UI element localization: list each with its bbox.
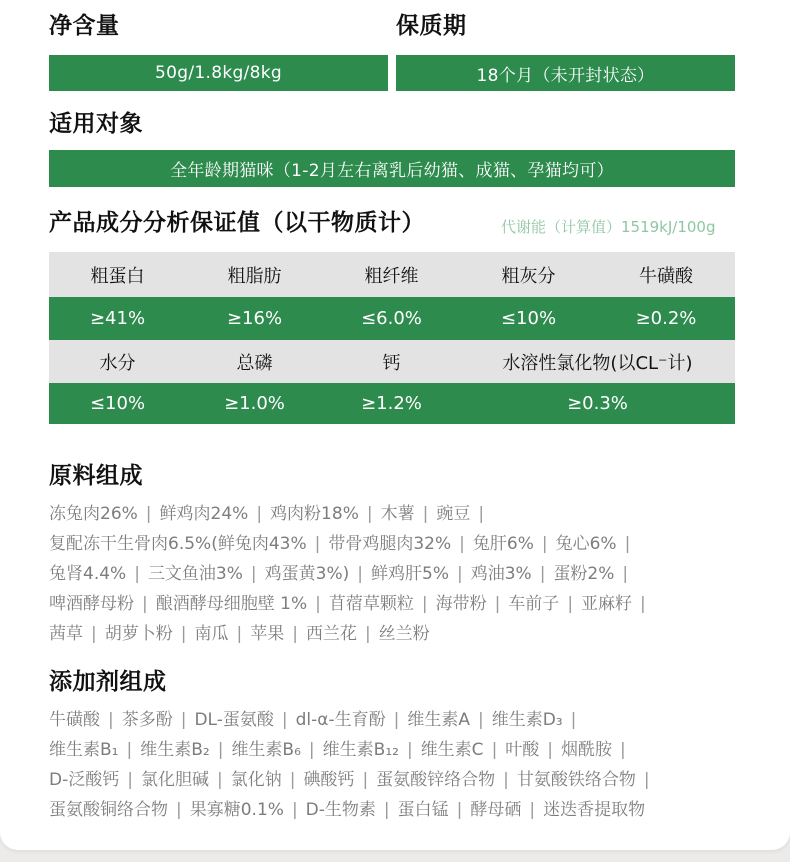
separator: | <box>567 594 574 614</box>
metabolizable-energy-note: 代谢能（计算值）1519kJ/100g <box>501 218 716 236</box>
separator: | <box>217 740 224 760</box>
separator: | <box>291 800 298 820</box>
list-item: 啤酒酵母粉 <box>49 594 134 614</box>
list-item: 兔心6% <box>555 534 617 554</box>
list-item: 兔肾4.4% <box>49 564 127 584</box>
separator: | <box>315 594 321 614</box>
separator: | <box>406 740 413 760</box>
separator: | <box>126 740 133 760</box>
list-item: D-泛酸钙 <box>49 770 120 790</box>
list-item: 叶酸 <box>505 740 540 760</box>
analysis-row1-values <box>49 297 735 340</box>
net-content-heading: 净含量 <box>49 13 120 39</box>
analysis-value: ≤6.0% <box>361 308 422 329</box>
separator: | <box>180 624 187 644</box>
list-item: 鸡肉粉18% <box>270 504 359 524</box>
separator: | <box>477 710 484 730</box>
separator: | <box>256 504 263 524</box>
analysis-label: 牛磺酸 <box>639 265 693 287</box>
list-item: D-生物素 <box>305 800 376 820</box>
list-item: 丝兰粉 <box>378 624 430 644</box>
separator: | <box>292 624 298 644</box>
separator: | <box>362 770 369 790</box>
analysis-heading: 产品成分分析保证值（以干物质计） <box>49 210 425 236</box>
list-line <box>49 559 749 589</box>
separator: | <box>393 710 400 730</box>
list-item: 冻兔肉26% <box>49 504 138 524</box>
list-item: DL-蛋氨酸 <box>194 710 274 730</box>
list-item: 酵母硒 <box>470 800 522 820</box>
separator: | <box>539 564 546 584</box>
additives-heading: 添加剂组成 <box>49 669 167 695</box>
list-item: 鸡蛋黄3%) <box>264 564 350 584</box>
separator: | <box>547 740 554 760</box>
list-item: 复配冻干生骨肉6.5%(鲜兔肉43% <box>49 534 307 554</box>
separator: | <box>236 624 243 644</box>
list-item: 木薯 <box>380 504 415 524</box>
separator: | <box>541 534 548 554</box>
list-item: 蛋氨酸锌络合物 <box>376 770 496 790</box>
analysis-label: 水分 <box>99 352 136 374</box>
list-item: 豌豆 <box>436 504 471 524</box>
analysis-label: 粗脂肪 <box>227 265 282 287</box>
analysis-label: 钙 <box>382 352 401 374</box>
list-item: 蛋粉2% <box>553 564 615 584</box>
separator: | <box>357 564 363 584</box>
list-item: 维生素B₁₂ <box>322 740 399 760</box>
analysis-value: ≥0.3% <box>567 393 628 414</box>
list-item: 迷迭香提取物 <box>543 800 646 820</box>
list-item: 维生素D₃ <box>491 710 563 730</box>
list-line <box>49 705 749 735</box>
separator: | <box>620 740 626 760</box>
list-line <box>49 619 749 649</box>
net-content-value: 50g/1.8kg/8kg <box>49 55 388 91</box>
list-item: 鲜鸡肉24% <box>159 504 249 524</box>
separator: | <box>643 770 650 790</box>
analysis-value: ≤10% <box>500 308 557 329</box>
analysis-row1-labels <box>49 252 735 297</box>
shelf-life-value: 18个月（未开封状态） <box>396 55 735 91</box>
analysis-value: ≥16% <box>226 308 283 329</box>
list-item: 海带粉 <box>435 594 487 614</box>
separator: | <box>180 710 187 730</box>
list-item: 带骨鸡腿肉32% <box>328 534 452 554</box>
analysis-value: ≥0.2% <box>635 308 697 329</box>
analysis-row2-labels <box>49 340 735 383</box>
ingredients-heading: 原料组成 <box>49 463 143 489</box>
list-line <box>49 589 749 619</box>
list-item: 鸡油3% <box>470 564 532 584</box>
list-item: 烟酰胺 <box>561 740 613 760</box>
list-item: 南瓜 <box>194 624 229 644</box>
list-item: 蛋白锰 <box>397 800 449 820</box>
list-item: 维生素B₁ <box>49 740 119 760</box>
separator: | <box>640 594 646 614</box>
analysis-table <box>49 252 735 424</box>
separator: | <box>281 710 288 730</box>
separator: | <box>145 504 152 524</box>
analysis-value: ≥41% <box>89 308 146 329</box>
separator: | <box>622 564 629 584</box>
separator: | <box>478 504 485 524</box>
analysis-label: 水溶性氯化物(以CL⁻计) <box>502 352 693 374</box>
list-item: 兔肝6% <box>472 534 534 554</box>
list-item: 维生素C <box>420 740 484 760</box>
analysis-value: ≥1.0% <box>224 393 285 414</box>
separator: | <box>456 800 463 820</box>
list-item: 苜蓿草颗粒 <box>328 594 414 614</box>
list-item: 鲜鸡肝5% <box>371 564 449 584</box>
list-item: 车前子 <box>508 594 560 614</box>
separator: | <box>364 624 371 644</box>
list-line <box>49 765 749 795</box>
separator: | <box>459 534 465 554</box>
separator: | <box>529 800 536 820</box>
separator: | <box>108 710 114 730</box>
analysis-label: 粗纤维 <box>364 265 419 287</box>
list-item: 西兰花 <box>305 624 357 644</box>
separator: | <box>503 770 509 790</box>
analysis-label: 粗灰分 <box>501 265 556 287</box>
list-line <box>49 529 749 559</box>
list-item: 氯化钠 <box>230 770 282 790</box>
list-line <box>49 795 749 825</box>
list-item: 亚麻籽 <box>581 594 633 614</box>
separator: | <box>383 800 390 820</box>
separator: | <box>250 564 257 584</box>
separator: | <box>422 504 429 524</box>
list-line <box>49 499 749 529</box>
target-value: 全年龄期猫咪（1-2月左右离乳后幼猫、成猫、孕猫均可） <box>49 150 735 187</box>
analysis-label: 粗蛋白 <box>90 265 145 287</box>
separator: | <box>176 800 182 820</box>
analysis-value: ≤10% <box>89 393 146 414</box>
analysis-value: ≥1.2% <box>361 393 422 414</box>
separator: | <box>289 770 296 790</box>
separator: | <box>624 534 631 554</box>
list-item: 果寡糖0.1% <box>189 800 284 820</box>
separator: | <box>308 740 315 760</box>
separator: | <box>314 534 321 554</box>
list-line <box>49 735 749 765</box>
list-item: 维生素B₆ <box>231 740 301 760</box>
list-item: 碘酸钙 <box>303 770 355 790</box>
separator: | <box>366 504 373 524</box>
separator: | <box>570 710 577 730</box>
list-item: 茜草 <box>49 624 83 644</box>
list-item: 三文鱼油3% <box>147 564 243 584</box>
separator: | <box>421 594 428 614</box>
separator: | <box>216 770 223 790</box>
target-heading: 适用对象 <box>49 111 143 137</box>
list-item: 维生素A <box>407 710 470 730</box>
list-item: 甘氨酸铁络合物 <box>516 770 636 790</box>
separator: | <box>494 594 501 614</box>
list-item: 维生素B₂ <box>140 740 210 760</box>
list-item: 牛磺酸 <box>49 710 100 730</box>
separator: | <box>91 624 97 644</box>
separator: | <box>491 740 498 760</box>
list-item: 苹果 <box>250 624 285 644</box>
list-item: 茶多酚 <box>121 710 173 730</box>
shelf-life-heading: 保质期 <box>396 13 467 39</box>
analysis-label: 总磷 <box>236 352 273 374</box>
separator: | <box>134 564 140 584</box>
list-item: 氯化胆碱 <box>140 770 209 790</box>
separator: | <box>456 564 463 584</box>
analysis-row2-values <box>49 383 735 424</box>
separator: | <box>142 594 148 614</box>
list-item: 蛋氨酸铜络合物 <box>49 800 168 820</box>
separator: | <box>127 770 133 790</box>
ingredients-list <box>49 499 749 649</box>
list-item: 胡萝卜粉 <box>104 624 173 644</box>
list-item: dl-α-生育酚 <box>295 710 386 730</box>
list-item: 酿酒酵母细胞壁 1% <box>155 594 308 614</box>
additives-list <box>49 705 749 825</box>
